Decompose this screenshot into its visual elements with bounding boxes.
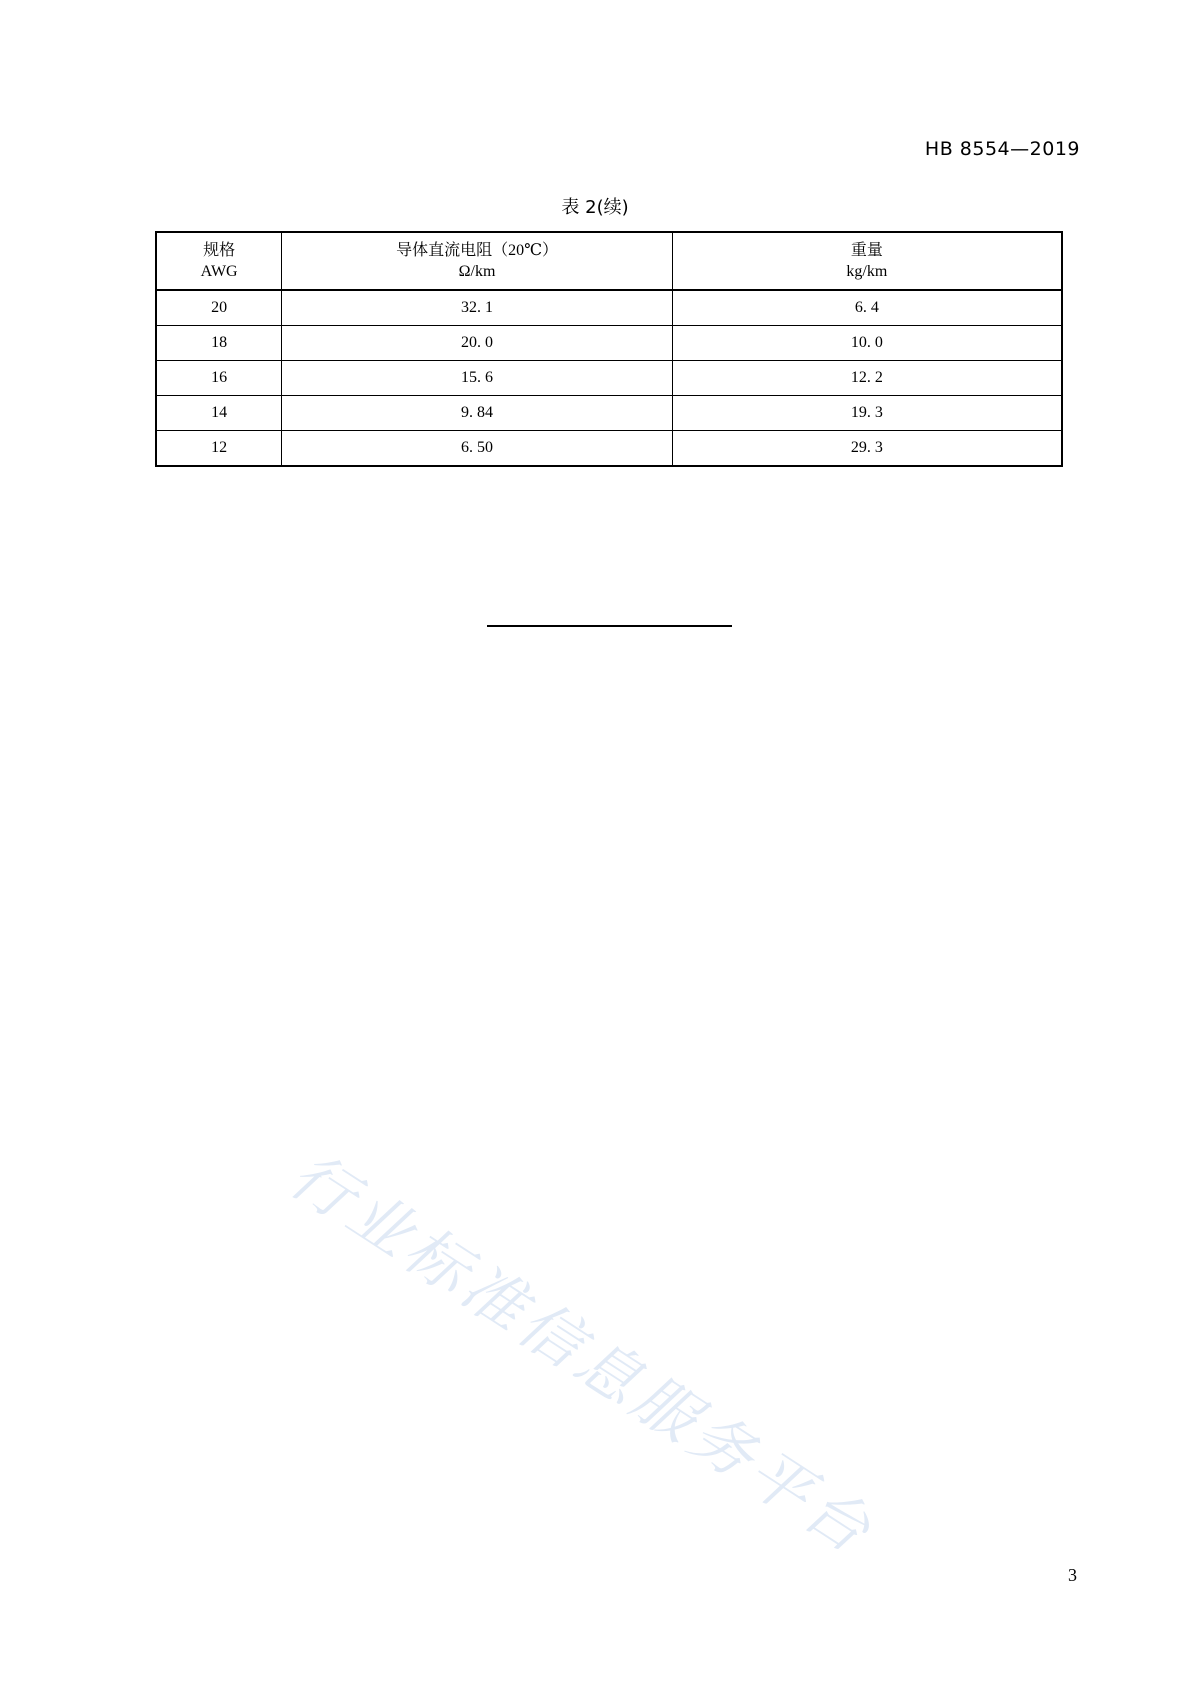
page-number: 3 [1068,1565,1077,1585]
cell-awg: 16 [156,361,282,396]
column-header-unit: kg/km [846,263,888,280]
table-row [156,290,1062,326]
column-header-label: 重量 [850,242,883,259]
column-header-label: 规格 [203,242,236,259]
table-row [156,396,1062,431]
cell-resistance: 32. 1 [282,290,672,326]
column-header-awg [156,232,282,290]
spec-table [155,231,1063,467]
standard-number: HB 8554—2019 [924,138,1080,160]
cell-awg: 20 [156,290,282,326]
cell-weight: 10. 0 [672,326,1062,361]
column-header-label: 导体直流电阻（20℃） [396,242,558,259]
cell-resistance: 15. 6 [282,361,672,396]
cell-weight: 29. 3 [672,431,1062,467]
end-of-document-rule [487,625,732,627]
cell-resistance: 20. 0 [282,326,672,361]
cell-weight: 19. 3 [672,396,1062,431]
cell-weight: 6. 4 [672,290,1062,326]
cell-resistance: 9. 84 [282,396,672,431]
cell-resistance: 6. 50 [282,431,672,467]
column-header-weight [672,232,1062,290]
table-row [156,326,1062,361]
table-caption: 表 2(续) [561,197,629,218]
column-header-resistance [282,232,672,290]
cell-awg: 12 [156,431,282,467]
column-header-unit: AWG [200,263,238,280]
cell-awg: 18 [156,326,282,361]
cell-weight: 12. 2 [672,361,1062,396]
table-header-row [156,232,1062,290]
table-row [156,361,1062,396]
table-row [156,431,1062,467]
cell-awg: 14 [156,396,282,431]
watermark: 行业标准信息服务平台 [277,1138,888,1570]
column-header-unit: Ω/km [458,263,496,280]
